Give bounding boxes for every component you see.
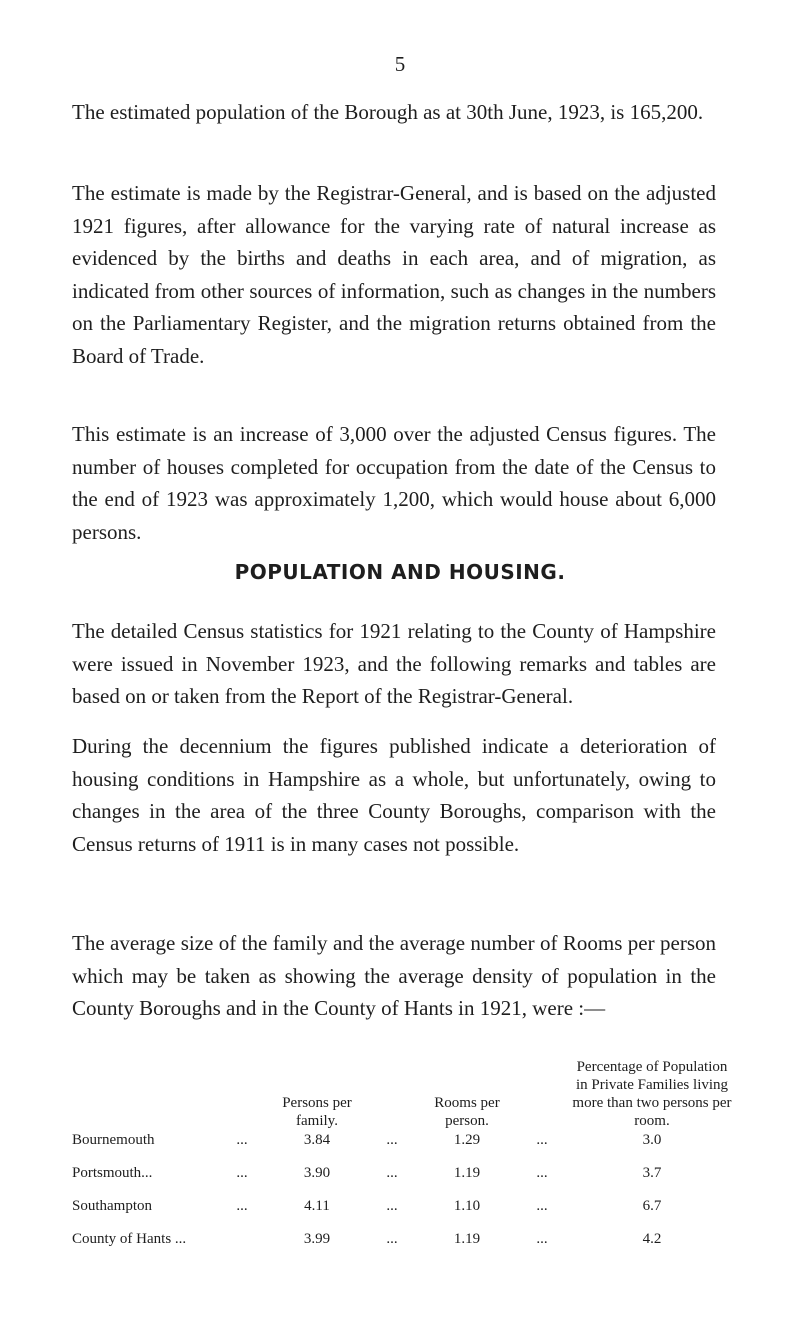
- leader-dots: ...: [536, 1132, 548, 1148]
- density-table: [72, 1058, 742, 1264]
- page-number: 5: [394, 52, 406, 76]
- paragraph-estimate-method: The estimate is made by the Registrar-General, and is based on the adjusted 1921 figures, after allowance for the varying rate of natural increase as evidenced by the births and deaths in each area, and of migration, as indicated from other sources of information, such as changes in the numbers on the Parliamentary Register, and the migration returns obtained from the Board of Trade.: [72, 181, 716, 368]
- paragraph-population-estimate: The estimated population of the Borough as at 30th June, 1923, is 165,200.: [72, 100, 704, 124]
- header-area: [72, 1058, 222, 1132]
- percentage-value: 4.2: [642, 1231, 662, 1247]
- leader-dots: ...: [536, 1198, 548, 1214]
- rooms-value: 1.19: [453, 1231, 481, 1247]
- leader-dots: ...: [386, 1165, 398, 1181]
- leader-dots: ...: [386, 1231, 398, 1247]
- rooms-value: 1.19: [453, 1165, 481, 1181]
- leader-dots: ...: [536, 1165, 548, 1181]
- persons-value: 3.99: [303, 1231, 331, 1247]
- paragraph-average-family: The average size of the family and the average number of Rooms per person which may be taken as showing the average density of population in the County Boroughs and in the County of Hants in 1921, were :—: [72, 931, 716, 1020]
- area-name: County of Hants ...: [72, 1231, 187, 1247]
- section-heading: POPULATION AND HOUSING.: [234, 560, 566, 584]
- leader-dots: ...: [236, 1198, 248, 1214]
- paragraph-census-statistics: The detailed Census statistics for 1921 relating to the County of Hampshire were issued in November 1923, and the following remarks and tables are based on or taken from the Report of the Registrar-General.: [72, 619, 716, 708]
- table-row: [72, 1231, 742, 1264]
- table-row: [72, 1165, 742, 1198]
- leader-dots: ...: [386, 1198, 398, 1214]
- header-percentage-line4: room.: [634, 1113, 670, 1129]
- header-percentage: [562, 1058, 742, 1132]
- leader-dots: ...: [236, 1165, 248, 1181]
- header-percentage-line2: in Private Families living: [575, 1077, 729, 1093]
- rooms-value: 1.10: [453, 1198, 481, 1214]
- percentage-value: 6.7: [642, 1198, 662, 1214]
- persons-value: 3.84: [303, 1132, 331, 1148]
- header-persons-per-family: Persons per family.: [282, 1095, 352, 1129]
- percentage-value: 3.0: [642, 1132, 662, 1148]
- table-header-row: [72, 1058, 742, 1132]
- area-name: Bournemouth: [72, 1132, 155, 1148]
- header-percentage-line1: Percentage of Population: [576, 1059, 728, 1075]
- header-rooms-per-person: Rooms per person.: [434, 1095, 500, 1129]
- persons-value: 3.90: [303, 1165, 331, 1181]
- percentage-value: 3.7: [642, 1165, 662, 1181]
- area-name: Portsmouth...: [72, 1165, 153, 1181]
- area-name: Southampton: [72, 1198, 153, 1214]
- leader-dots: ...: [386, 1132, 398, 1148]
- header-percentage-line3: more than two persons per: [572, 1095, 732, 1111]
- leader-dots: ...: [536, 1231, 548, 1247]
- persons-value: 4.11: [304, 1198, 330, 1214]
- paragraph-census-increase: This estimate is an increase of 3,000 over the adjusted Census figures. The number of houses completed for occupation from the date of the Census to the end of 1923 was approximately 1,200, which would house about 6,000 persons.: [72, 422, 716, 544]
- paragraph-housing-deterioration: During the decennium the figures published indicate a deterioration of housing conditions in Hampshire as a whole, but unfortunately, owing to changes in the area of the three County Boroughs, comparison with the Census returns of 1911 is in many cases not possible.: [72, 734, 716, 856]
- table-row: [72, 1132, 742, 1165]
- leader-dots: [222, 1231, 262, 1264]
- leader-dots: ...: [236, 1132, 248, 1148]
- rooms-value: 1.29: [453, 1132, 481, 1148]
- table-row: [72, 1198, 742, 1231]
